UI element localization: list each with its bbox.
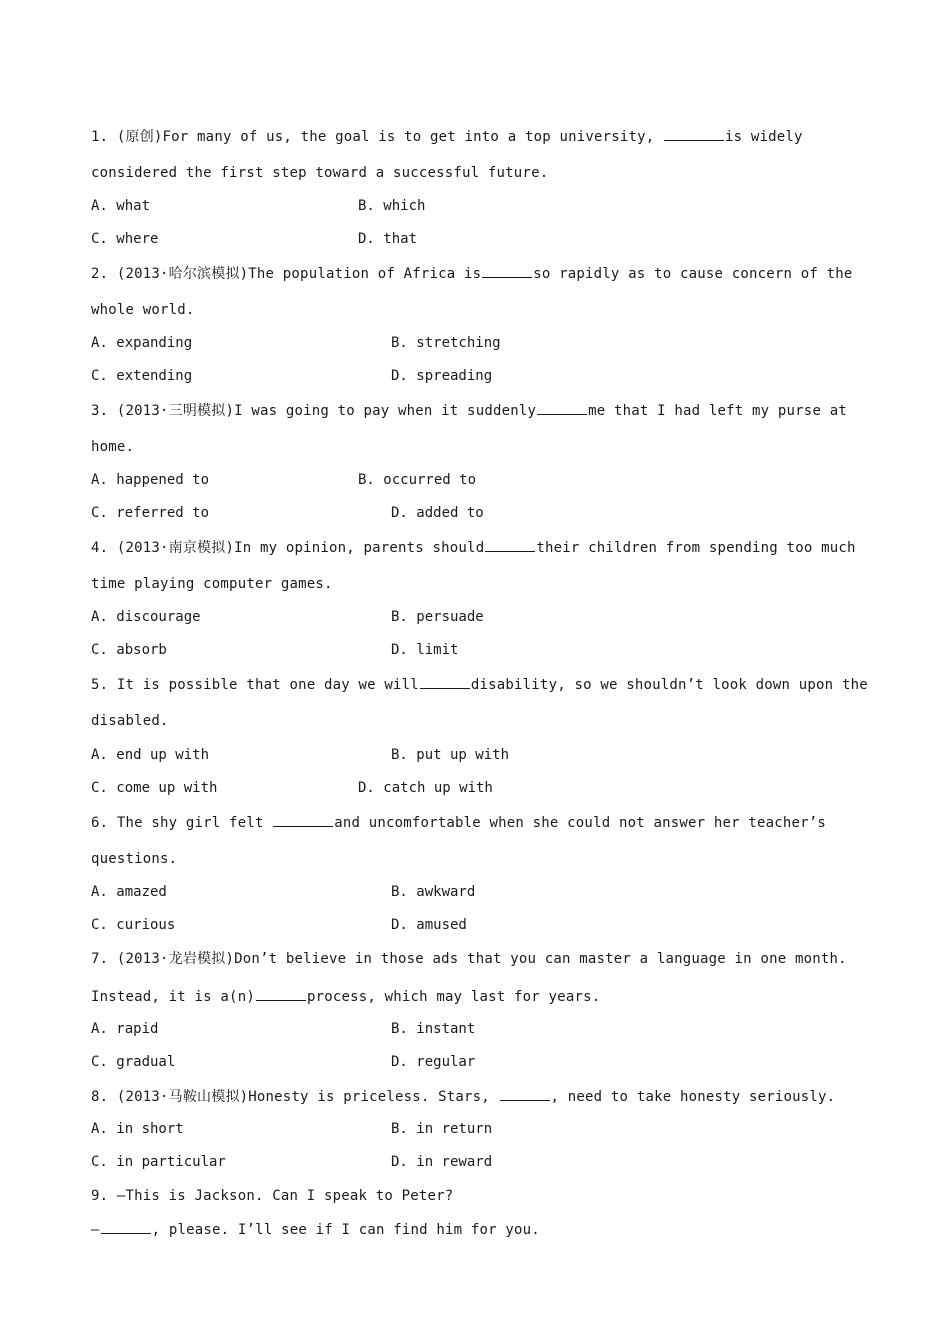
question-6-option-c: C. curious xyxy=(91,917,176,933)
question-1-stem: 1. (原创)For many of us, the goal is to get into a top university, xyxy=(91,129,664,145)
question-8-option-d: D. in reward xyxy=(391,1154,493,1170)
question-4-option-d: D. limit xyxy=(391,642,459,658)
question-5-stem-cont: disability, so we shouldn’t look down upon the xyxy=(470,677,868,693)
question-3-option-a: A. happened to xyxy=(91,472,210,488)
question-4-stem: 4. (2013·南京模拟)In my opinion, parents should xyxy=(91,540,485,556)
answer-blank xyxy=(485,537,535,552)
question-5-line-1 xyxy=(91,674,868,694)
question-4-option-b: B. persuade xyxy=(391,609,484,625)
question-6-option-b: B. awkward xyxy=(391,884,476,900)
question-2-option-b: B. stretching xyxy=(391,335,501,351)
question-9-stem-cont: , please. I’ll see if I can find him for you. xyxy=(151,1222,540,1238)
question-2-option-d: D. spreading xyxy=(391,368,493,384)
question-1-line-1 xyxy=(91,126,861,146)
question-4-option-a: A. discourage xyxy=(91,609,201,625)
question-3-option-b: B. occurred to xyxy=(358,472,477,488)
question-2-stem-cont: so rapidly as to cause concern of the xyxy=(533,266,853,282)
question-1-line-2: considered the first step toward a successful future. xyxy=(91,165,549,181)
question-8-option-a: A. in short xyxy=(91,1121,184,1137)
question-7-line-1: 7. (2013·龙岩模拟)Don’t believe in those ads that you can master a language in one month. xyxy=(91,951,847,967)
question-3-stem: 3. (2013·三明模拟)I was going to pay when it suddenly xyxy=(91,403,537,419)
question-6-option-d: D. amused xyxy=(391,917,467,933)
answer-blank xyxy=(273,812,333,827)
question-1-option-d: D. that xyxy=(358,231,418,247)
question-7-line-2 xyxy=(91,986,600,1006)
question-3-line-1 xyxy=(91,400,847,420)
answer-blank xyxy=(500,1086,550,1101)
question-6-stem-cont: and uncomfortable when she could not answer her teacher’s xyxy=(334,815,827,831)
question-6-stem: 6. The shy girl felt xyxy=(91,815,273,831)
question-7-option-a: A. rapid xyxy=(91,1021,159,1037)
question-5-option-c: C. come up with xyxy=(91,780,218,796)
question-9-line-1: 9. —This is Jackson. Can I speak to Peter? xyxy=(91,1188,454,1204)
question-1-option-c: C. where xyxy=(91,231,159,247)
question-7-stem: Instead, it is a(n) xyxy=(91,989,255,1005)
question-1-stem-cont: is widely xyxy=(725,129,803,145)
question-5-stem: 5. It is possible that one day we will xyxy=(91,677,419,693)
question-9-line-2 xyxy=(91,1219,540,1239)
question-9-dash: — xyxy=(91,1222,100,1238)
question-7-option-b: B. instant xyxy=(391,1021,476,1037)
question-7-stem-cont: process, which may last for years. xyxy=(306,989,601,1005)
question-4-line-1 xyxy=(91,537,856,557)
question-8-option-c: C. in particular xyxy=(91,1154,226,1170)
question-6-line-1 xyxy=(91,812,826,832)
question-4-line-2: time playing computer games. xyxy=(91,576,333,592)
question-8-stem: 8. (2013·马鞍山模拟)Honesty is priceless. Stars, xyxy=(91,1089,499,1105)
answer-blank xyxy=(256,986,306,1001)
question-5-option-a: A. end up with xyxy=(91,747,210,763)
question-1-option-a: A. what xyxy=(91,198,151,214)
question-6-line-2: questions. xyxy=(91,851,178,867)
question-1-option-b: B. which xyxy=(358,198,426,214)
question-2-option-c: C. extending xyxy=(91,368,193,384)
answer-blank xyxy=(482,263,532,278)
answer-blank xyxy=(537,400,587,415)
question-3-option-d: D. added to xyxy=(391,505,484,521)
question-7-option-c: C. gradual xyxy=(91,1054,176,1070)
question-5-option-d: D. catch up with xyxy=(358,780,493,796)
question-2-stem: 2. (2013·哈尔滨模拟)The population of Africa is xyxy=(91,266,482,282)
question-6-option-a: A. amazed xyxy=(91,884,167,900)
answer-blank xyxy=(420,674,470,689)
question-4-option-c: C. absorb xyxy=(91,642,167,658)
question-2-option-a: A. expanding xyxy=(91,335,193,351)
question-2-line-2: whole world. xyxy=(91,302,195,318)
question-3-stem-cont: me that I had left my purse at xyxy=(588,403,847,419)
question-8-option-b: B. in return xyxy=(391,1121,493,1137)
answer-blank xyxy=(664,126,724,141)
question-5-line-2: disabled. xyxy=(91,713,169,729)
question-8-stem-cont: , need to take honesty seriously. xyxy=(550,1089,836,1105)
question-8-line-1 xyxy=(91,1086,835,1106)
question-2-line-1 xyxy=(91,263,853,283)
question-7-option-d: D. regular xyxy=(391,1054,476,1070)
question-3-line-2: home. xyxy=(91,439,135,455)
question-3-option-c: C. referred to xyxy=(91,505,210,521)
question-5-option-b: B. put up with xyxy=(391,747,510,763)
question-4-stem-cont: their children from spending too much xyxy=(536,540,856,556)
answer-blank xyxy=(101,1219,151,1234)
